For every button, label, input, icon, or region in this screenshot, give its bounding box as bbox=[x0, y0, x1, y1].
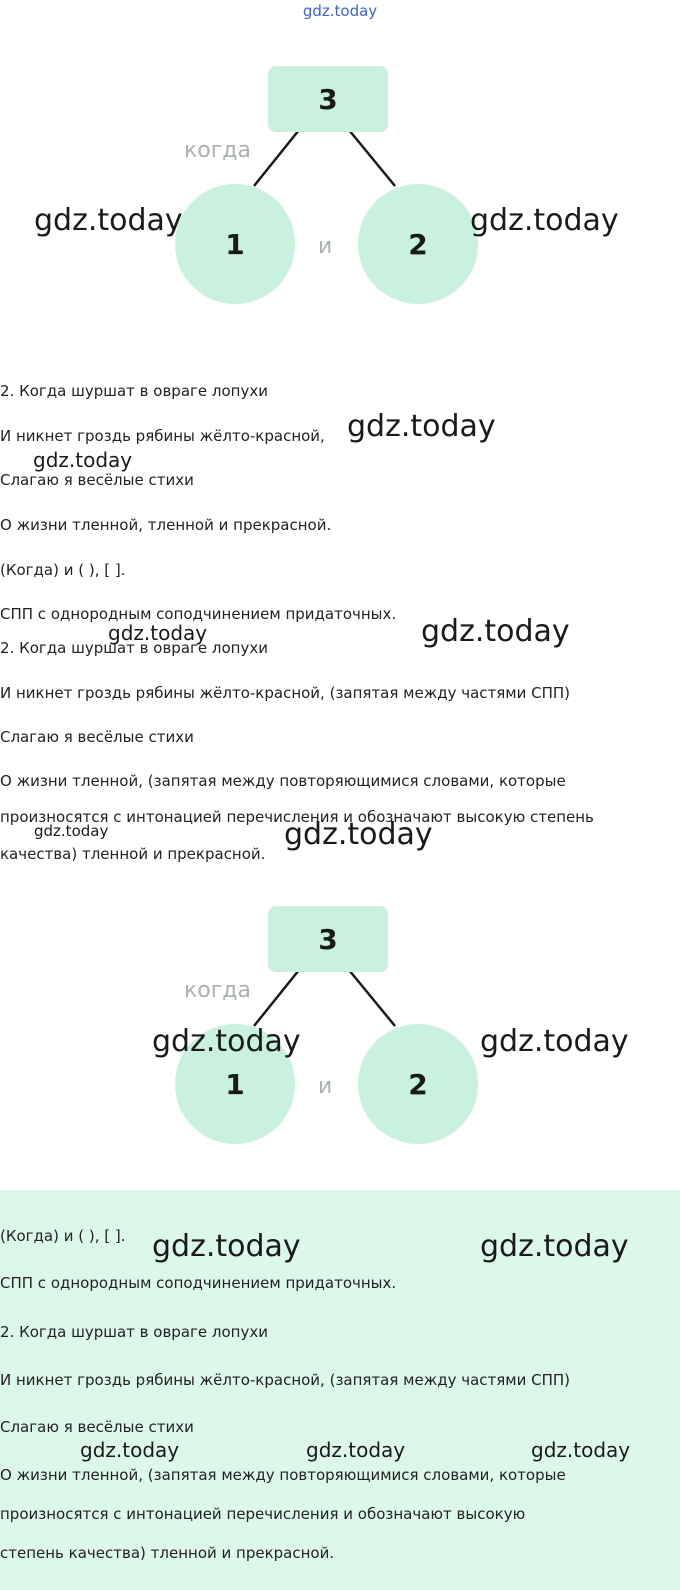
diagram-2-connectors bbox=[0, 840, 680, 1160]
text-line: И никнет гроздь рябины жёлто-красной, bbox=[0, 427, 325, 445]
watermark: gdz.today bbox=[152, 1024, 301, 1059]
text-line: И никнет гроздь рябины жёлто-красной, (запятая между частями СПП) bbox=[0, 1371, 571, 1389]
text-line: Слагаю я весёлые стихи bbox=[0, 471, 194, 489]
watermark: gdz.today bbox=[34, 822, 109, 840]
text-line: 2. Когда шуршат в овраге лопухи bbox=[0, 639, 268, 657]
text-line: 2. Когда шуршат в овраге лопухи bbox=[0, 382, 268, 400]
text-line: И никнет гроздь рябины жёлто-красной, (запятая между частями СПП) bbox=[0, 684, 571, 702]
diagram-1-clause-1: 1 bbox=[175, 184, 295, 304]
text-line: (Когда) и ( ), [ ]. bbox=[0, 1227, 126, 1245]
text-line: СПП с однородным соподчинением придаточных. bbox=[0, 605, 397, 623]
watermark: gdz.today bbox=[34, 203, 183, 238]
watermark: gdz.today bbox=[108, 621, 208, 645]
text-line: 2. Когда шуршат в овраге лопухи bbox=[0, 1323, 268, 1341]
watermark: gdz.today bbox=[152, 1229, 301, 1264]
diagram-1-clause-2: 2 bbox=[358, 184, 478, 304]
text-line: О жизни тленной, (запятая между повторяющимися словами, которые bbox=[0, 1466, 566, 1484]
watermark: gdz.today bbox=[306, 1438, 406, 1462]
text-line: произносятся с интонацией перечисления и обозначают высокую степень bbox=[0, 808, 594, 826]
text-line: О жизни тленной, (запятая между повторяющимися словами, которые bbox=[0, 772, 566, 790]
text-line: СПП с однородным соподчинением придаточных. bbox=[0, 1274, 397, 1292]
watermark: gdz.today bbox=[480, 1229, 629, 1264]
text-line: качества) тленной и прекрасной. bbox=[0, 845, 266, 863]
watermark: gdz.today bbox=[284, 817, 433, 852]
header-watermark: gdz.today bbox=[302, 2, 378, 20]
text-line: (Когда) и ( ), [ ]. bbox=[0, 561, 126, 579]
text-line: произносятся с интонацией перечисления и обозначают высокую bbox=[0, 1505, 526, 1523]
watermark: gdz.today bbox=[80, 1438, 180, 1462]
text-line: Слагаю я весёлые стихи bbox=[0, 728, 194, 746]
diagram-2-connector-label: когда bbox=[184, 978, 251, 1003]
watermark: gdz.today bbox=[531, 1438, 631, 1462]
watermark: gdz.today bbox=[480, 1024, 629, 1059]
diagram-1-and-label: и bbox=[318, 234, 333, 259]
diagram-1-connector-label: когда bbox=[184, 138, 251, 163]
watermark: gdz.today bbox=[421, 614, 570, 649]
diagram-2 bbox=[0, 840, 680, 1160]
diagram-1-main-clause-box: 3 bbox=[268, 66, 388, 132]
watermark: gdz.today bbox=[470, 203, 619, 238]
text-line: степень качества) тленной и прекрасной. bbox=[0, 1544, 335, 1562]
text-line: Слагаю я весёлые стихи bbox=[0, 1418, 194, 1436]
watermark: gdz.today bbox=[347, 409, 496, 444]
diagram-1-connectors bbox=[0, 0, 680, 320]
diagram-2-and-label: и bbox=[318, 1074, 333, 1099]
diagram-1 bbox=[0, 0, 680, 320]
diagram-2-main-clause-box: 3 bbox=[268, 906, 388, 972]
diagram-2-clause-2: 2 bbox=[358, 1024, 478, 1144]
diagram-2-clause-1: 1 bbox=[175, 1024, 295, 1144]
text-line: О жизни тленной, тленной и прекрасной. bbox=[0, 516, 332, 534]
watermark: gdz.today bbox=[33, 448, 133, 472]
